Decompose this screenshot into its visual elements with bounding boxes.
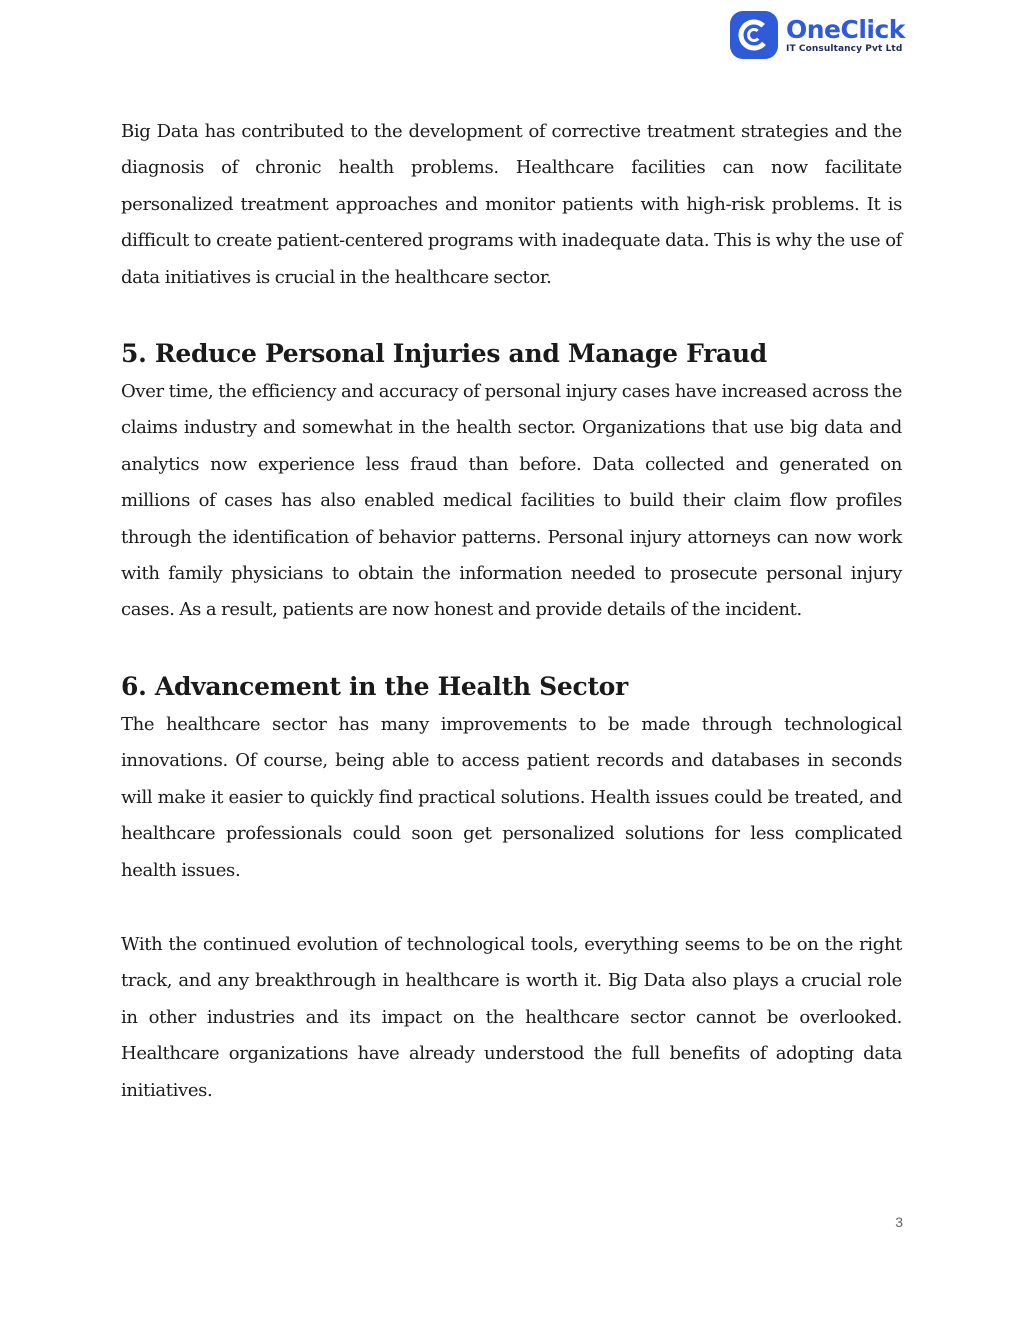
page-number: 3 xyxy=(895,1214,903,1230)
section-6-paragraph: The healthcare sector has many improvements to be made through technological innovations. Of course, being able to access patient records and databases in seconds will make it easier to quickly find practical solutions. Health issues could be treated, and healthcare professionals could soon get personalized solutions for less complicated health issues. xyxy=(121,713,902,881)
oneclick-logo-icon xyxy=(730,11,778,59)
closing-paragraph: With the continued evolution of technological tools, everything seems to be on the right track, and any breakthrough in healthcare is worth it. Big Data also plays a crucial role in other industries and its impact on the healthcare sector cannot be overlooked. Healthcare organizations have already understood the full benefits of adopting data initiatives. xyxy=(121,933,902,1101)
company-logo xyxy=(730,11,905,59)
section-6-heading: 6. Advancement in the Health Sector xyxy=(121,671,628,701)
logo-tagline: IT Consultancy Pvt Ltd xyxy=(786,43,903,54)
section-5-paragraph: Over time, the efficiency and accuracy of personal injury cases have increased across the claims industry and somewhat in the health sector. Organizations that use big data and analytics now experience less fraud than before. Data collected and generated on millions of cases has also enabled medical facilities to build their claim flow profiles through the identification of behavior patterns. Personal injury attorneys can now work with family physicians to obtain the information needed to prosecute personal injury cases. As a result, patients are now honest and provide details of the incident. xyxy=(121,381,902,621)
logo-text xyxy=(786,14,905,54)
section-5-heading: 5. Reduce Personal Injuries and Manage Fraud xyxy=(121,339,767,369)
logo-name: OneClick xyxy=(786,14,905,44)
document-body xyxy=(121,114,902,1109)
intro-paragraph: Big Data has contributed to the development of corrective treatment strategies and the diagnosis of chronic health problems. Healthcare facilities can now facilitate personalized treatment approaches and monitor patients with high-risk problems. It is difficult to create patient-centered programs with inadequate data. This is why the use of data initiatives is crucial in the healthcare sector. xyxy=(121,121,902,288)
